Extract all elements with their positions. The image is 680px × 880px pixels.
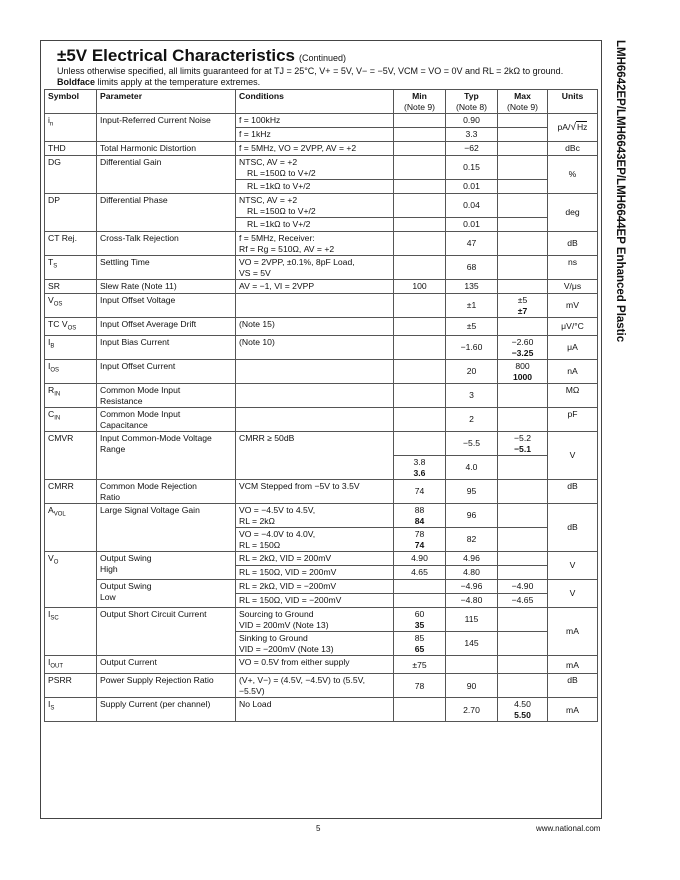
- conditions-cell: Sourcing to Ground VID = 200mV (Note 13): [236, 608, 394, 632]
- parameter-cell: Common Mode Rejection Ratio: [97, 480, 236, 504]
- table-row: [45, 656, 598, 674]
- parameter-cell: Input Bias Current: [97, 336, 236, 360]
- typ-cell: −5.5: [446, 432, 498, 456]
- min-cell: 78 74: [394, 528, 446, 552]
- table-row: [45, 698, 598, 722]
- units-cell: mA: [548, 656, 598, 674]
- header-symbol: Symbol: [45, 90, 97, 114]
- symbol-cell: $I_S$: [45, 698, 97, 722]
- conditions-cell: NTSC, AV = +2 RL =150Ω to V+/2: [236, 194, 394, 218]
- units-cell: deg: [548, 194, 598, 232]
- typ-cell: 0.04: [446, 194, 498, 218]
- typ-cell: 68: [446, 256, 498, 280]
- parameter-cell: Supply Current (per channel): [97, 698, 236, 722]
- parameter-cell: Input Offset Voltage: [97, 294, 236, 318]
- units-cell: pA/√Hz: [548, 114, 598, 142]
- table-row: [45, 280, 598, 294]
- table-row: [45, 156, 598, 180]
- conditions-cell: f = 5MHz, VO = 2VPP, AV = +2: [236, 142, 394, 156]
- typ-cell: 3.3: [446, 128, 498, 142]
- table-row: [45, 408, 598, 432]
- symbol-cell: DG: [45, 156, 97, 194]
- parameter-cell: Differential Phase: [97, 194, 236, 232]
- min-cell: 88 84: [394, 504, 446, 528]
- parameter-cell: Slew Rate (Note 11): [97, 280, 236, 294]
- typ-cell: 2.70: [446, 698, 498, 722]
- typ-cell: 2: [446, 408, 498, 432]
- symbol-cell: $A_{VOL}$: [45, 504, 97, 552]
- conditions-cell: VO = 0.5V from either supply: [236, 656, 394, 674]
- typ-cell: −62: [446, 142, 498, 156]
- side-title: LMH6642EP/LMH6643EP/LMH6644EP Enhanced Plastic: [614, 40, 626, 343]
- symbol-cell: THD: [45, 142, 97, 156]
- conditions-cell: RL = 2kΩ, VID = −200mV: [236, 580, 394, 594]
- typ-cell: 0.01: [446, 180, 498, 194]
- typ-cell: ±5: [446, 318, 498, 336]
- max-cell: −4.90: [498, 580, 548, 594]
- units-cell: μV/°C: [548, 318, 598, 336]
- typ-cell: −1.60: [446, 336, 498, 360]
- units-cell: V: [548, 432, 598, 480]
- table-row: [45, 114, 598, 128]
- min-cell: 78: [394, 674, 446, 698]
- conditions-cell: f = 100kHz: [236, 114, 394, 128]
- symbol-cell: $V_O$: [45, 552, 97, 608]
- typ-cell: 4.80: [446, 566, 498, 580]
- typ-cell: 90: [446, 674, 498, 698]
- header-row: [45, 90, 598, 114]
- conditions-cell: VO = 2VPP, ±0.1%, 8pF Load, VS = 5V: [236, 256, 394, 280]
- conditions-cell: RL = 2kΩ, VID = 200mV: [236, 552, 394, 566]
- header-parameter: Parameter: [97, 90, 236, 114]
- intro-rest: limits apply at the temperature extremes.: [95, 77, 261, 87]
- symbol-cell: CMRR: [45, 480, 97, 504]
- units-cell: mA: [548, 698, 598, 722]
- page-number: 5: [316, 824, 321, 833]
- typ-cell: 4.96: [446, 552, 498, 566]
- max-cell: 800 1000: [498, 360, 548, 384]
- conditions-cell: RL =1kΩ to V+/2: [236, 180, 394, 194]
- typ-cell: 95: [446, 480, 498, 504]
- table-row: [45, 142, 598, 156]
- parameter-cell: Total Harmonic Distortion: [97, 142, 236, 156]
- header-typ: Typ (Note 8): [446, 90, 498, 114]
- table-row: [45, 384, 598, 408]
- table-row: [45, 336, 598, 360]
- symbol-cell: PSRR: [45, 674, 97, 698]
- units-cell: dBc: [548, 142, 598, 156]
- units-cell: ns: [548, 256, 598, 280]
- typ-cell: 96: [446, 504, 498, 528]
- symbol-cell: CMVR: [45, 432, 97, 480]
- table-row: [45, 504, 598, 528]
- max-cell: 4.50 5.50: [498, 698, 548, 722]
- parameter-cell: Output Swing High: [97, 552, 236, 580]
- table-row: [45, 432, 598, 456]
- parameter-cell: Common Mode Input Capacitance: [97, 408, 236, 432]
- units-cell: V: [548, 580, 598, 608]
- parameter-cell: Output Short Circuit Current: [97, 608, 236, 656]
- symbol-cell: $I_B$: [45, 336, 97, 360]
- min-cell: 4.65: [394, 566, 446, 580]
- max-cell: ±5 ±7: [498, 294, 548, 318]
- conditions-cell: VCM Stepped from −5V to 3.5V: [236, 480, 394, 504]
- parameter-cell: Settling Time: [97, 256, 236, 280]
- units-cell: dB: [548, 480, 598, 504]
- units-cell: dB: [548, 232, 598, 256]
- typ-cell: −4.80: [446, 594, 498, 608]
- table-row: [45, 318, 598, 336]
- units-cell: V/μs: [548, 280, 598, 294]
- conditions-cell: RL =1kΩ to V+/2: [236, 218, 394, 232]
- units-cell: nA: [548, 360, 598, 384]
- min-cell: 3.8 3.6: [394, 456, 446, 480]
- conditions-cell: (Note 10): [236, 336, 394, 360]
- table-row: [45, 552, 598, 566]
- parameter-cell: Output Current: [97, 656, 236, 674]
- table-row: [45, 194, 598, 218]
- typ-cell: 0.15: [446, 156, 498, 180]
- footer-url: www.national.com: [536, 824, 601, 833]
- typ-cell: ±1: [446, 294, 498, 318]
- min-cell: ±75: [394, 656, 446, 674]
- symbol-cell: $I_{OS}$: [45, 360, 97, 384]
- parameter-cell: Input Offset Current: [97, 360, 236, 384]
- conditions-cell: No Load: [236, 698, 394, 722]
- typ-cell: 0.90: [446, 114, 498, 128]
- units-cell: μA: [548, 336, 598, 360]
- conditions-cell: NTSC, AV = +2 RL =150Ω to V+/2: [236, 156, 394, 180]
- symbol-cell: SR: [45, 280, 97, 294]
- table-row: [45, 608, 598, 632]
- conditions-cell: AV = −1, VI = 2VPP: [236, 280, 394, 294]
- datasheet-frame: [40, 40, 602, 819]
- conditions-cell: VO = −4.5V to 4.5V, RL = 2kΩ: [236, 504, 394, 528]
- header-min: Min (Note 9): [394, 90, 446, 114]
- min-cell: 60 35: [394, 608, 446, 632]
- symbol-cell: $V_{OS}$: [45, 294, 97, 318]
- typ-cell: 145: [446, 632, 498, 656]
- parameter-cell: Input-Referred Current Noise: [97, 114, 236, 142]
- header-max: Max (Note 9): [498, 90, 548, 114]
- units-cell: pF: [548, 408, 598, 432]
- conditions-cell: f = 1kHz: [236, 128, 394, 142]
- units-cell: mV: [548, 294, 598, 318]
- units-cell: V: [548, 552, 598, 580]
- typ-cell: 3: [446, 384, 498, 408]
- typ-cell: 47: [446, 232, 498, 256]
- conditions-cell: (V+, V−) = (4.5V, −4.5V) to (5.5V, −5.5V): [236, 674, 394, 698]
- table-row: [45, 674, 598, 698]
- parameter-cell: Common Mode Input Resistance: [97, 384, 236, 408]
- symbol-cell: DP: [45, 194, 97, 232]
- min-cell: 100: [394, 280, 446, 294]
- symbol-cell: $I_{SC}$: [45, 608, 97, 656]
- table-row: [45, 294, 598, 318]
- table-row: [45, 256, 598, 280]
- header-conditions: Conditions: [236, 90, 394, 114]
- parameter-cell: Input Common-Mode Voltage Range: [97, 432, 236, 480]
- table-row: [45, 360, 598, 384]
- typ-cell: 135: [446, 280, 498, 294]
- typ-cell: 115: [446, 608, 498, 632]
- typ-cell: 0.01: [446, 218, 498, 232]
- continued-label: (Continued): [299, 53, 347, 63]
- conditions-cell: RL = 150Ω, VID = −200mV: [236, 594, 394, 608]
- page-title: ±5V Electrical Characteristics (Continued): [57, 46, 347, 65]
- parameter-cell: Input Offset Average Drift: [97, 318, 236, 336]
- min-cell: 74: [394, 480, 446, 504]
- symbol-cell: CT Rej.: [45, 232, 97, 256]
- symbol-cell: $C_{IN}$: [45, 408, 97, 432]
- characteristics-table: [44, 89, 598, 722]
- conditions-cell: CMRR ≥ 50dB: [236, 432, 394, 480]
- units-cell: dB: [548, 504, 598, 552]
- symbol-cell: $i_n$: [45, 114, 97, 142]
- table-row: [45, 580, 598, 594]
- conditions-cell: VO = −4.0V to 4.0V, RL = 150Ω: [236, 528, 394, 552]
- parameter-cell: Differential Gain: [97, 156, 236, 194]
- header-units: Units: [548, 90, 598, 114]
- parameter-cell: Power Supply Rejection Ratio: [97, 674, 236, 698]
- typ-cell: 4.0: [446, 456, 498, 480]
- table-row: [45, 480, 598, 504]
- conditions-cell: f = 5MHz, Receiver: Rf = Rg = 510Ω, AV = +2: [236, 232, 394, 256]
- max-cell: −2.60 −3.25: [498, 336, 548, 360]
- typ-cell: 82: [446, 528, 498, 552]
- conditions-cell: (Note 15): [236, 318, 394, 336]
- units-cell: MΩ: [548, 384, 598, 408]
- intro-bold: Boldface: [57, 77, 96, 87]
- max-cell: −4.65: [498, 594, 548, 608]
- parameter-cell: Large Signal Voltage Gain: [97, 504, 236, 552]
- min-cell: 4.90: [394, 552, 446, 566]
- typ-cell: 20: [446, 360, 498, 384]
- intro-text: [57, 66, 597, 88]
- table-row: [45, 232, 598, 256]
- max-cell: −5.2 −5.1: [498, 432, 548, 456]
- units-cell: %: [548, 156, 598, 194]
- symbol-cell: $I_{OUT}$: [45, 656, 97, 674]
- parameter-cell: Output Swing Low: [97, 580, 236, 608]
- min-cell: 85 65: [394, 632, 446, 656]
- units-cell: mA: [548, 608, 598, 656]
- intro-line: Unless otherwise specified, all limits guaranteed for at TJ = 25°C, V+ = 5V, V− = −5V, VCM = VO = 0V and RL = 2kΩ to ground.: [57, 66, 564, 76]
- parameter-cell: Cross-Talk Rejection: [97, 232, 236, 256]
- conditions-cell: RL = 150Ω, VID = 200mV: [236, 566, 394, 580]
- symbol-cell: TC $V_{OS}$: [45, 318, 97, 336]
- typ-cell: −4.96: [446, 580, 498, 594]
- conditions-cell: Sinking to Ground VID = −200mV (Note 13): [236, 632, 394, 656]
- units-cell: dB: [548, 674, 598, 698]
- symbol-cell: $R_{IN}$: [45, 384, 97, 408]
- symbol-cell: $T_S$: [45, 256, 97, 280]
